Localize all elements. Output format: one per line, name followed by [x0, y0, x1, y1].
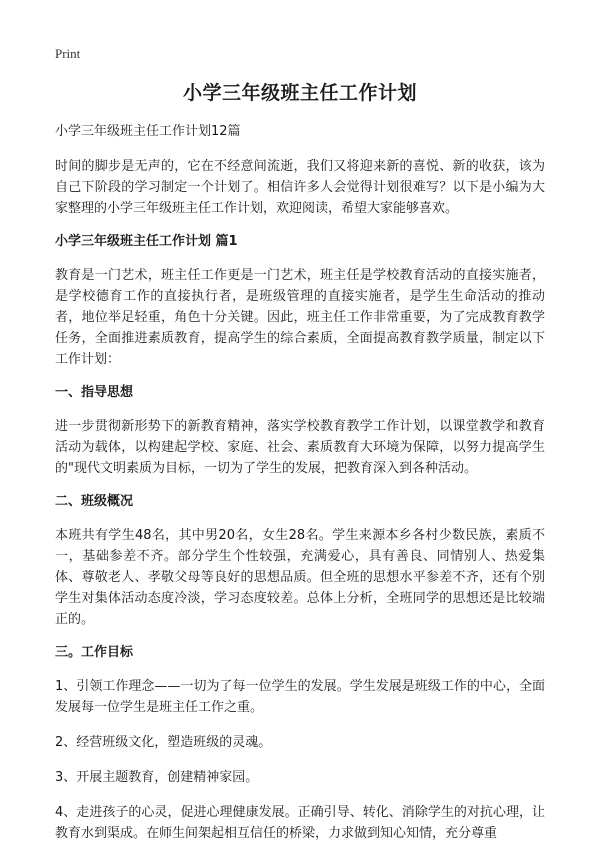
goal-item: 2、经营班级文化，塑造班级的灵魂。	[55, 735, 272, 750]
intro-paragraph: 时间的脚步是无声的，它在不经意间流逝，我们又将迎来新的喜悦、新的收获，该为自己下阶段的学习制定一个计划了。相信许多人会觉得计划很难写？以下是小编为大家整理的小学三年级班主任工作计划，欢迎阅读，希望大家能够喜欢。	[55, 159, 545, 216]
goal-item: 3、开展主题教育，创建精神家园。	[55, 770, 259, 785]
article-intro-paragraph: 教育是一门艺术，班主任工作更是一门艺术，班主任是学校教育活动的直接实施者，是学校德育工作的直接执行者，是班级管理的直接实施者，是学生生命活动的推动者，地位举足轻重，角色十分关键。因此，班主任工作非常重要，为了完成教育教学任务，全面推进素质教育，提高学生的综合素质，全面提高教育教学质量，制定以下工作计划：	[55, 268, 545, 367]
article-heading: 小学三年级班主任工作计划 篇1	[55, 234, 238, 249]
section-heading-work-goals: 三。工作目标	[55, 645, 134, 660]
page-title: 小学三年级班主任工作计划	[182, 82, 417, 104]
print-link[interactable]: Print	[55, 46, 81, 61]
document-subtitle: 小学三年级班主任工作计划12篇	[55, 124, 241, 139]
section-paragraph-class-overview: 本班共有学生48名，其中男20名，女生28名。学生来源本乡各村少数民族，素质不一，基础参差不齐。部分学生个性较强，充满爱心，具有善良、同情别人、热爱集体、尊敬老人、孝敬父母等良好的思想品质。但全班的思想水平参差不齐，还有个别学生对集体活动态度冷淡，学习态度较差。总体上分析，全班同学的思想还是比较端正的。	[55, 528, 545, 627]
section-heading-guiding-ideology: 一、指导思想	[55, 385, 134, 400]
goal-item: 4、走进孩子的心灵，促进心理健康发展。正确引导、转化、消除学生的对抗心理，让教育水到渠成。在师生间架起相互信任的桥梁，力求做到知心知情，充分尊重	[55, 805, 545, 841]
section-paragraph-guiding-ideology: 进一步贯彻新形势下的新教育精神，落实学校教育教学工作计划，以课堂教学和教育活动为载体，以构建起学校、家庭、社会、素质教育大环境为保障，以努力提高学生的"现代文明素质为目标，一切为了学生的发展，把教育深入到各种活动。	[55, 419, 545, 476]
document-page	[55, 78, 545, 858]
section-heading-class-overview: 二、班级概况	[55, 494, 134, 509]
goal-item: 1、引领工作理念——一切为了每一位学生的发展。学生发展是班级工作的中心，全面发展每一位学生是班主任工作之重。	[55, 679, 545, 715]
